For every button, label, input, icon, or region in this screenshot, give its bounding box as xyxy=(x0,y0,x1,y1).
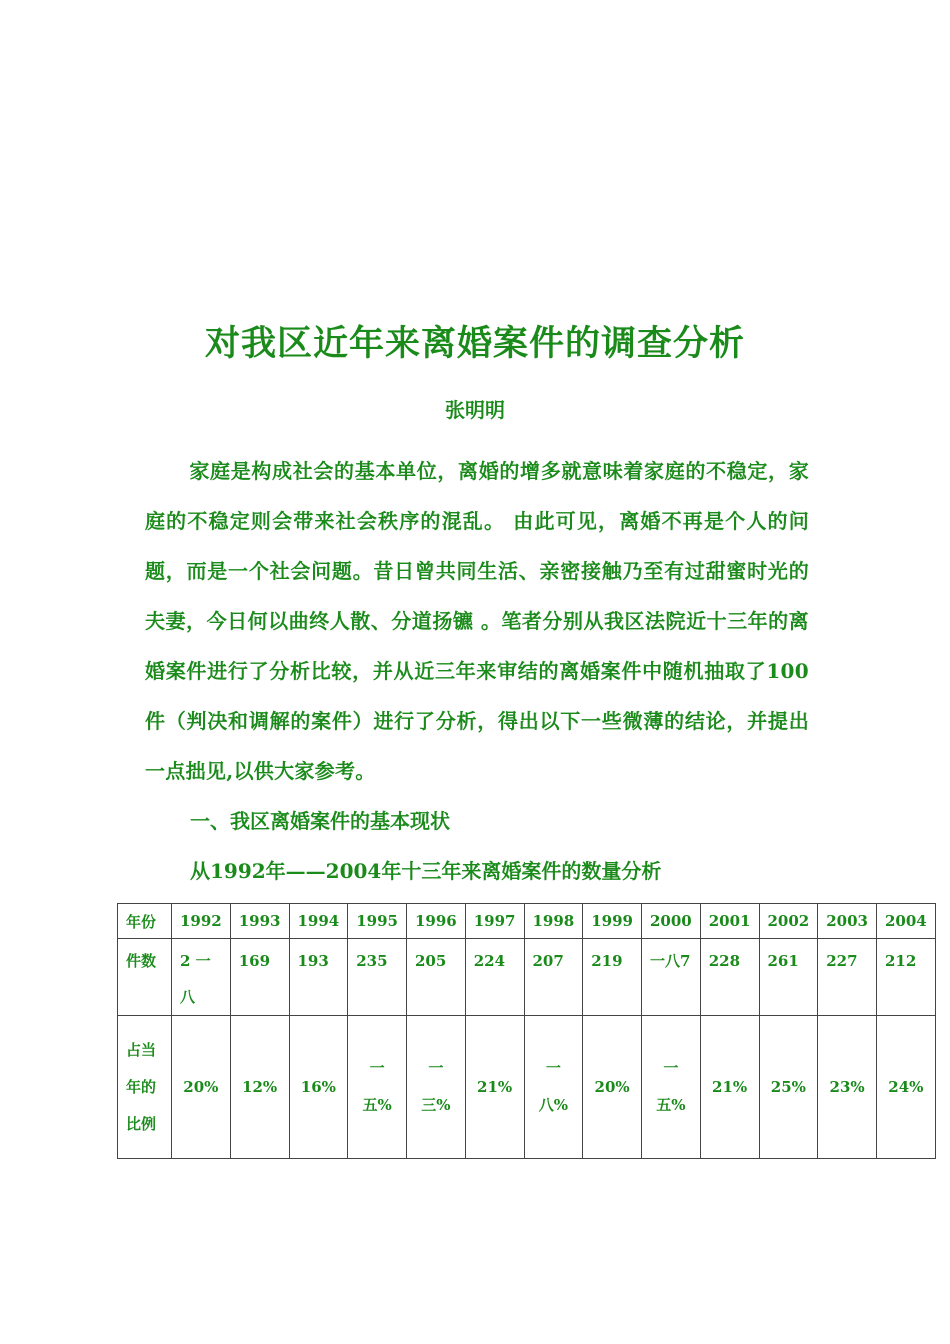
intro-paragraph-text: 家庭是构成社会的基本单位，离婚的增多就意味着家庭的不稳定，家庭的不稳定则会带来社会秩序的混乱。 由此可见，离婚不再是个人的问题，而是一个社会问题。昔日曾共同生活、亲密接触乃至有过甜蜜时光的夫妻，今日何以曲终人散、分道扬镳 。笔者分别从我区法院近十三年的离婚案件进行了分析比较，并从近三年来审结的离婚案件中随机抽取了100件（判决和调解的案件）进行了分析，得出以下一些微薄的结论，并提出一点拙见,以供大家参考。 xyxy=(145,459,809,783)
year-cell: 2004 xyxy=(877,904,936,939)
year-cell: 1999 xyxy=(583,904,642,939)
ratio-cell: 一八% xyxy=(524,1016,583,1159)
table-caption: 从1992年——2004年十三年来离婚案件的数量分析 xyxy=(190,859,662,883)
year-cell: 1996 xyxy=(407,904,466,939)
ratio-cell: 一五% xyxy=(642,1016,701,1159)
year-cell: 1994 xyxy=(289,904,348,939)
count-cell: 235 xyxy=(348,939,407,1016)
ratio-cell: 25% xyxy=(759,1016,818,1159)
table-row-count xyxy=(118,939,936,1016)
ratio-cell: 16% xyxy=(289,1016,348,1159)
row-header-count: 件数 xyxy=(118,939,172,1016)
ratio-cell: 20% xyxy=(583,1016,642,1159)
year-cell: 2003 xyxy=(818,904,877,939)
ratio-cell: 12% xyxy=(230,1016,289,1159)
count-cell: 207 xyxy=(524,939,583,1016)
table-row-year xyxy=(118,904,936,939)
count-cell: 212 xyxy=(877,939,936,1016)
document-title: 对我区近年来离婚案件的调查分析 xyxy=(204,324,745,364)
count-cell: 205 xyxy=(407,939,466,1016)
ratio-cell: 21% xyxy=(465,1016,524,1159)
year-cell: 1992 xyxy=(172,904,231,939)
count-cell: 224 xyxy=(465,939,524,1016)
row-header-year: 年份 xyxy=(118,904,172,939)
ratio-cell: 20% xyxy=(172,1016,231,1159)
year-cell: 1995 xyxy=(348,904,407,939)
count-cell: 227 xyxy=(818,939,877,1016)
ratio-cell: 24% xyxy=(877,1016,936,1159)
count-cell: 193 xyxy=(289,939,348,1016)
count-cell: 一八7 xyxy=(642,939,701,1016)
count-cell: 2 一八 xyxy=(172,939,231,1016)
year-cell: 2000 xyxy=(642,904,701,939)
count-cell: 219 xyxy=(583,939,642,1016)
year-cell: 2001 xyxy=(700,904,759,939)
year-cell: 1993 xyxy=(230,904,289,939)
intro-paragraph xyxy=(145,446,809,796)
table-row-ratio xyxy=(118,1016,936,1159)
ratio-cell: 一三% xyxy=(407,1016,466,1159)
year-cell: 2002 xyxy=(759,904,818,939)
author-name: 张明明 xyxy=(445,398,505,422)
divorce-stats-table xyxy=(117,903,936,1159)
count-cell: 169 xyxy=(230,939,289,1016)
count-cell: 261 xyxy=(759,939,818,1016)
row-header-ratio: 占当年的比例 xyxy=(118,1016,172,1159)
ratio-cell: 一五% xyxy=(348,1016,407,1159)
count-cell: 228 xyxy=(700,939,759,1016)
ratio-cell: 23% xyxy=(818,1016,877,1159)
year-cell: 1997 xyxy=(465,904,524,939)
ratio-cell: 21% xyxy=(700,1016,759,1159)
year-cell: 1998 xyxy=(524,904,583,939)
section-heading: 一、我区离婚案件的基本现状 xyxy=(190,809,450,833)
